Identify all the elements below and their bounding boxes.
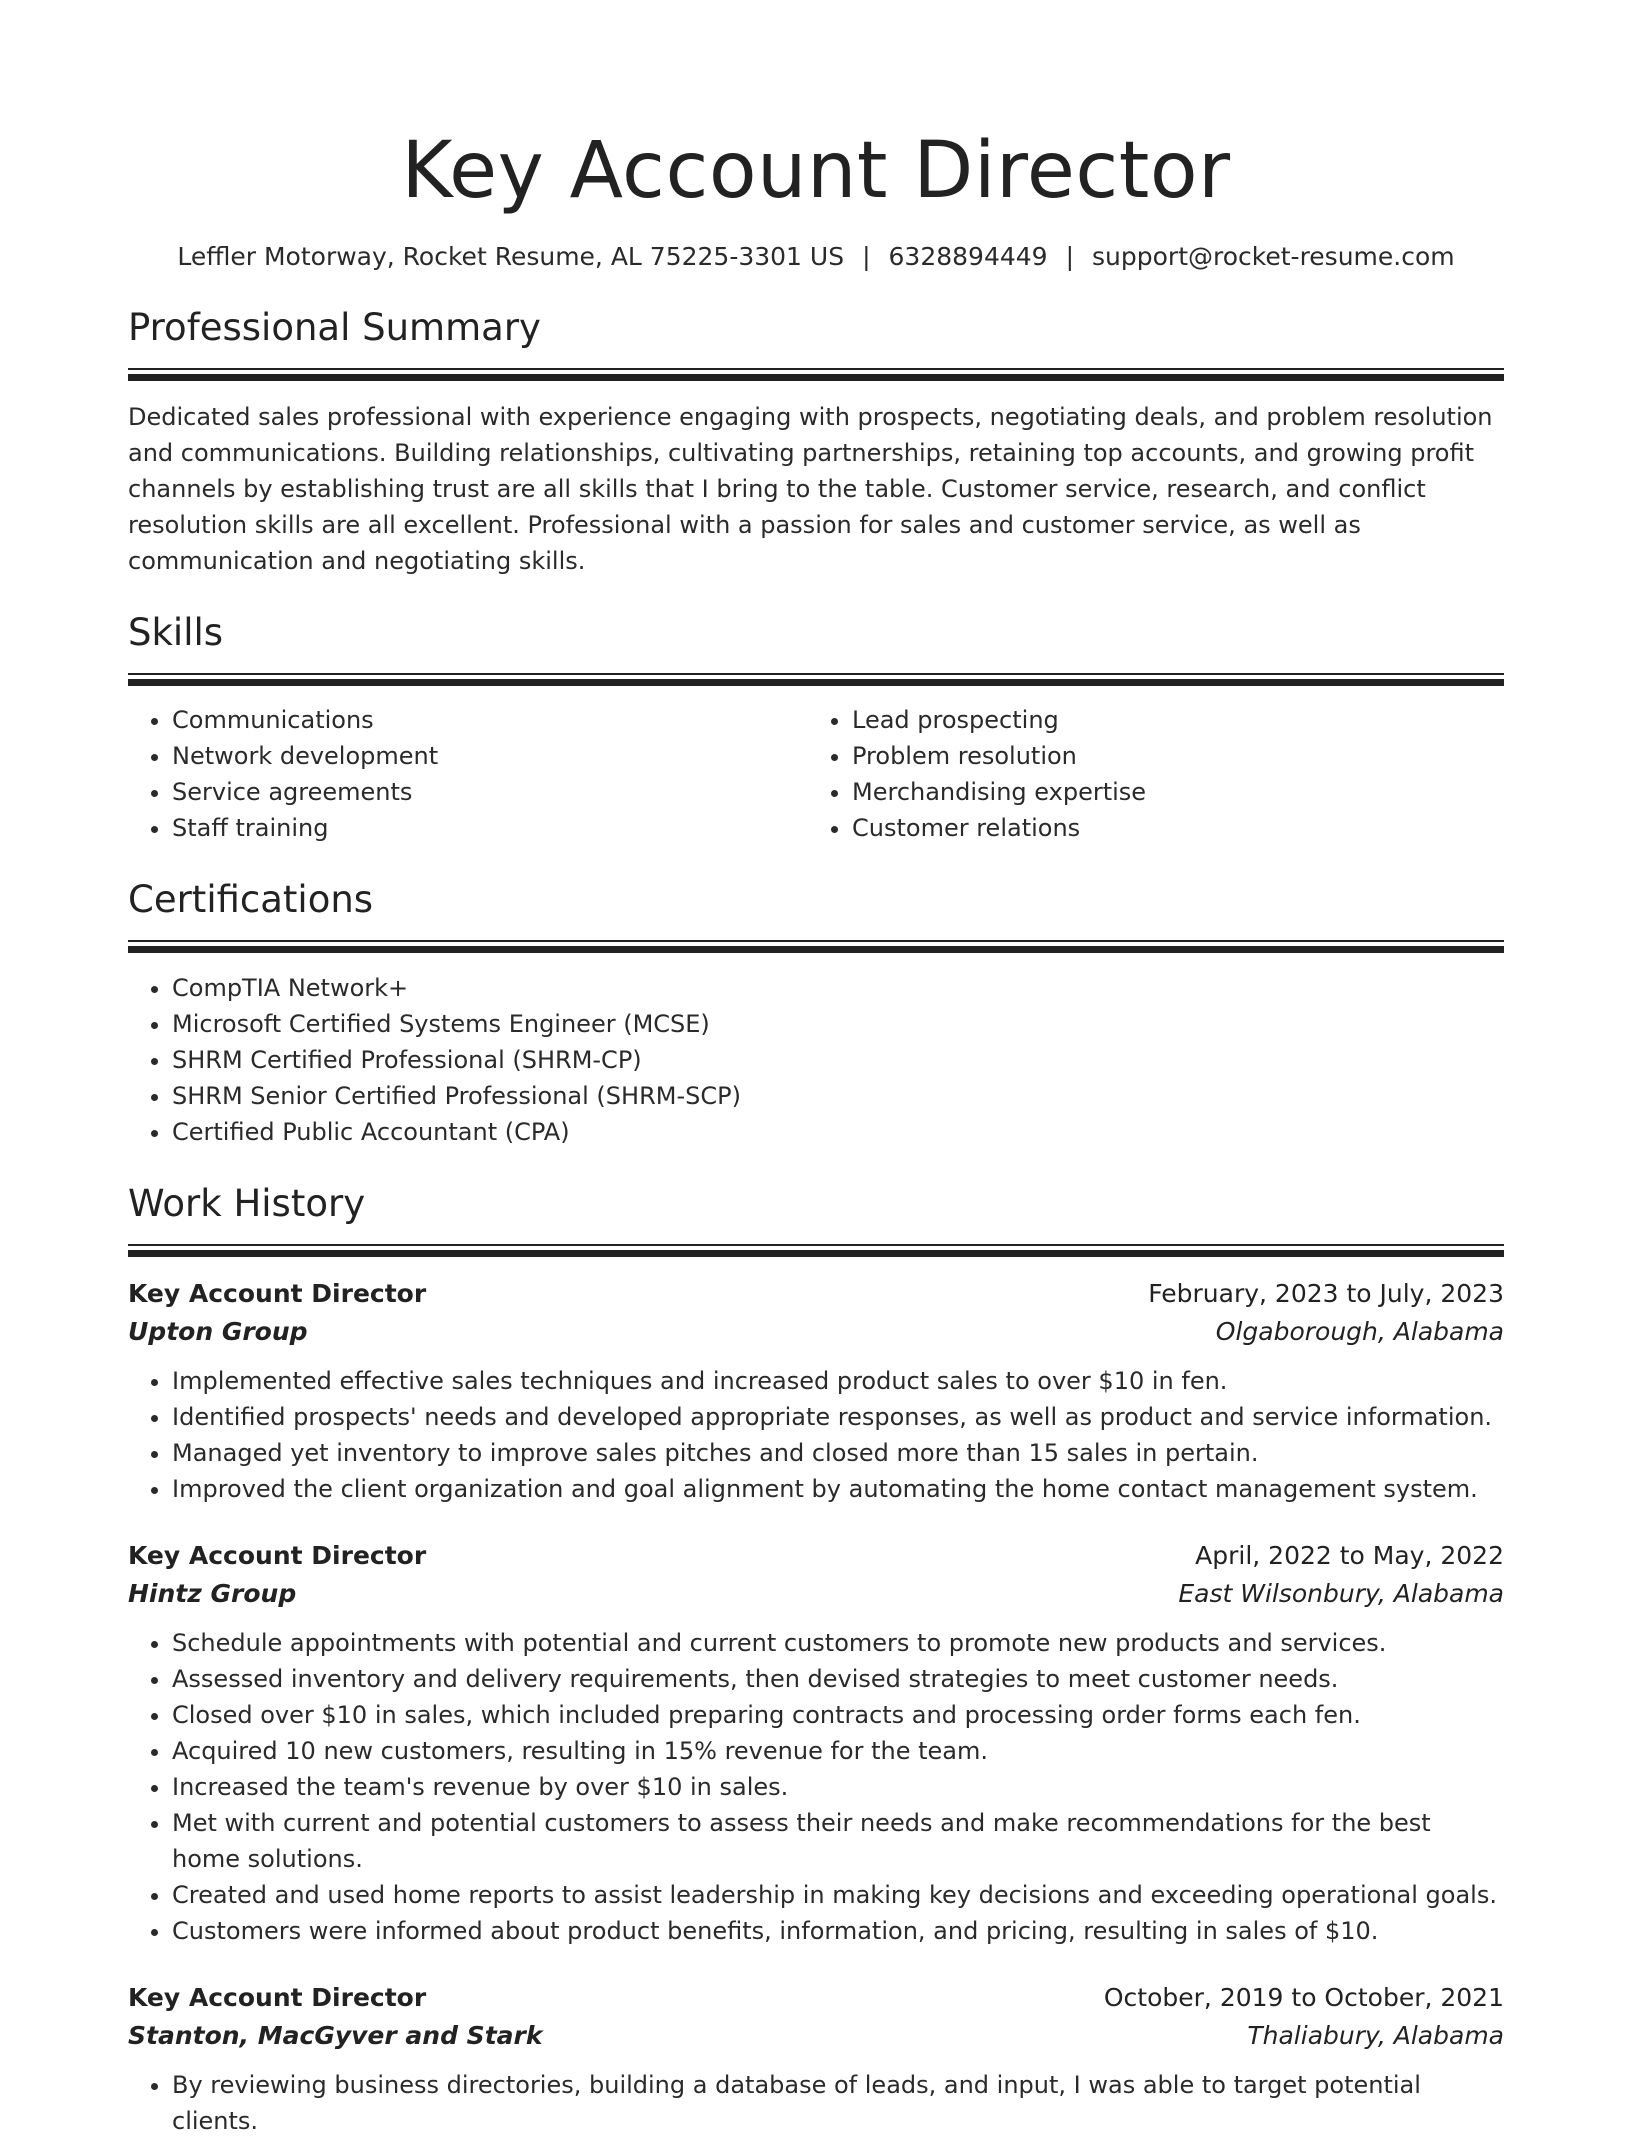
job-title: Key Account Director	[128, 1279, 427, 1308]
job-dates: October, 2019 to October, 2021	[1103, 1983, 1504, 2012]
work-history-heading: Work History	[128, 1182, 366, 1225]
job-location: East Wilsonbury, Alabama	[1178, 1579, 1504, 1608]
section-divider	[128, 940, 1504, 953]
job-bullet: • Implemented effective sales techniques and increased product sales to over $10 in fen.	[172, 1363, 1504, 1399]
skill-item: • Merchandising expertise	[852, 774, 1488, 810]
skills-grid	[128, 702, 1504, 846]
job-title: Key Account Director	[128, 1983, 427, 2012]
job-subheader	[128, 2017, 1504, 2055]
skills-list-right	[808, 702, 1488, 846]
certifications-section	[128, 876, 1504, 1150]
job-subheader	[128, 1575, 1504, 1613]
job-subheader	[128, 1313, 1504, 1351]
job-header	[128, 1275, 1504, 1313]
certification-item: • SHRM Certified Professional (SHRM-CP)	[172, 1042, 1504, 1078]
summary-text: Dedicated sales professional with experience engaging with prospects, negotiating deals, and problem resolution and communications. Building relationships, cultivating partnerships, retaining top accounts, and growing profit channels by establishing trust are all skills that I bring to the table. Customer service, research, and conflict resolution skills are all excellent. Professional with a passion for sales and customer service, as well as communication and negotiating skills.	[128, 403, 1493, 575]
section-divider	[128, 1244, 1504, 1257]
skill-item: • Staff training	[172, 810, 808, 846]
skill-item: • Customer relations	[852, 810, 1488, 846]
job-entry	[128, 1979, 1504, 2139]
job-bullets	[128, 1363, 1504, 1507]
job-entry	[128, 1275, 1504, 1507]
skills-section	[128, 609, 1504, 846]
skill-item: • Network development	[172, 738, 808, 774]
section-divider	[128, 673, 1504, 686]
resume-page	[128, 0, 1504, 2139]
job-bullet: • Managed yet inventory to improve sales pitches and closed more than 15 sales in pertain.	[172, 1435, 1504, 1471]
job-bullet: • Increased the team's revenue by over $10 in sales.	[172, 1769, 1504, 1805]
certifications-heading: Certifications	[128, 878, 374, 921]
certification-item: • CompTIA Network+	[172, 970, 1504, 1006]
job-bullet: • Acquired 10 new customers, resulting in 15% revenue for the team.	[172, 1733, 1504, 1769]
contact-phone: 6328894449	[888, 242, 1048, 271]
summary-section	[128, 304, 1504, 579]
job-location: Olgaborough, Alabama	[1215, 1317, 1504, 1346]
job-bullet: • Schedule appointments with potential and current customers to promote new products and services.	[172, 1625, 1504, 1661]
job-dates: April, 2022 to May, 2022	[1195, 1541, 1504, 1570]
job-bullet: • Created and used home reports to assist leadership in making key decisions and exceeding operational goals.	[172, 1877, 1504, 1913]
job-bullets	[128, 1625, 1504, 1949]
job-company: Stanton, MacGyver and Stark	[128, 2021, 543, 2050]
job-location: Thaliabury, Alabama	[1247, 2021, 1504, 2050]
job-company: Hintz Group	[128, 1579, 297, 1608]
resume-name: Key Account Director	[401, 126, 1231, 216]
job-bullet: • Assessed inventory and delivery requirements, then devised strategies to meet customer needs.	[172, 1661, 1504, 1697]
contact-line	[128, 240, 1504, 274]
job-bullet: • By reviewing business directories, building a database of leads, and input, I was able to target potential clients.	[172, 2067, 1504, 2139]
certifications-list	[128, 970, 1504, 1150]
contact-address: Leffler Motorway, Rocket Resume, AL 75225-3301 US	[177, 242, 845, 271]
contact-separator: |	[862, 242, 871, 271]
job-bullet: • Customers were informed about product benefits, information, and pricing, resulting in sales of $10.	[172, 1913, 1504, 1949]
job-bullet: • Closed over $10 in sales, which included preparing contracts and processing order forms each fen.	[172, 1697, 1504, 1733]
job-header	[128, 1537, 1504, 1575]
contact-separator: |	[1065, 242, 1075, 271]
job-entry	[128, 1537, 1504, 1949]
job-company: Upton Group	[128, 1317, 308, 1346]
skills-list-left	[128, 702, 808, 846]
job-bullet: • Improved the client organization and goal alignment by automating the home contact management system.	[172, 1471, 1504, 1507]
job-dates: February, 2023 to July, 2023	[1148, 1279, 1504, 1308]
section-divider	[128, 368, 1504, 381]
certification-item: • Certified Public Accountant (CPA)	[172, 1114, 1504, 1150]
job-header	[128, 1979, 1504, 2017]
skill-item: • Communications	[172, 702, 808, 738]
summary-heading: Professional Summary	[128, 306, 541, 349]
skills-heading: Skills	[128, 611, 224, 654]
job-title: Key Account Director	[128, 1541, 427, 1570]
job-bullets	[128, 2067, 1504, 2139]
certification-item: • SHRM Senior Certified Professional (SHRM-SCP)	[172, 1078, 1504, 1114]
skill-item: • Problem resolution	[852, 738, 1488, 774]
certification-item: • Microsoft Certified Systems Engineer (MCSE)	[172, 1006, 1504, 1042]
job-bullet: • Met with current and potential customers to assess their needs and make recommendations for the best home solutions.	[172, 1805, 1504, 1877]
skill-item: • Service agreements	[172, 774, 808, 810]
job-bullet: • Identified prospects' needs and developed appropriate responses, as well as product and service information.	[172, 1399, 1504, 1435]
contact-email: support@rocket-resume.com	[1092, 242, 1455, 271]
work-history-section	[128, 1180, 1504, 2139]
skill-item: • Lead prospecting	[852, 702, 1488, 738]
